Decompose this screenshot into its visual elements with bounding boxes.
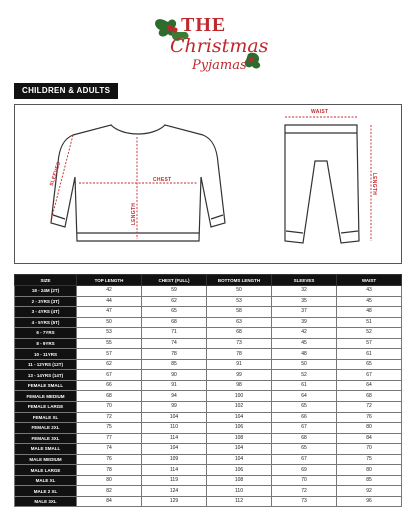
measurement-cell: 61 (272, 380, 337, 391)
garment-illustration (15, 105, 403, 265)
measurement-cell: 67 (77, 370, 142, 381)
measurement-cell: 78 (77, 465, 142, 476)
measurement-cell: 72 (337, 402, 402, 413)
header-sleeves: SLEEVES (272, 275, 337, 286)
table-row (15, 423, 402, 434)
measurement-cell: 110 (142, 423, 207, 434)
measurement-cell: 85 (337, 475, 402, 486)
pants-outline (285, 125, 359, 243)
table-row (15, 475, 402, 486)
size-cell: FEMALE SMALL (15, 380, 77, 391)
measurement-cell: 39 (272, 317, 337, 328)
measurement-cell: 129 (142, 496, 207, 507)
measurement-cell: 76 (337, 412, 402, 423)
table-row (15, 286, 402, 297)
measurement-cell: 92 (337, 486, 402, 497)
measurement-cell: 70 (337, 444, 402, 455)
table-row (15, 338, 402, 349)
measurement-cell: 65 (272, 444, 337, 455)
measurement-cell: 42 (272, 328, 337, 339)
measurement-cell: 76 (77, 454, 142, 465)
size-cell: MALE LARGE (15, 465, 77, 476)
measurement-cell: 44 (77, 296, 142, 307)
measurement-cell: 43 (337, 286, 402, 297)
table-row (15, 402, 402, 413)
label-length-top: LENGTH (131, 202, 138, 226)
table-row (15, 433, 402, 444)
table-row (15, 380, 402, 391)
measurement-cell: 78 (207, 349, 272, 360)
measurement-cell: 50 (272, 359, 337, 370)
measurement-cell: 53 (207, 296, 272, 307)
measurement-cell: 106 (207, 465, 272, 476)
size-cell: FEMALE MEDIUM (15, 391, 77, 402)
measurement-cell: 47 (77, 307, 142, 318)
table-row (15, 454, 402, 465)
measurement-cell: 67 (337, 370, 402, 381)
measurement-cell: 48 (337, 307, 402, 318)
measurement-cell: 52 (337, 328, 402, 339)
measurement-cell: 84 (77, 496, 142, 507)
measurement-cell: 73 (272, 496, 337, 507)
measurement-cell: 75 (77, 423, 142, 434)
size-cell: MALE SMALL (15, 444, 77, 455)
table-row (15, 391, 402, 402)
measurement-cell: 78 (142, 349, 207, 360)
measurement-cell: 99 (142, 402, 207, 413)
measurement-cell: 57 (337, 338, 402, 349)
table-row (15, 496, 402, 507)
measurement-cell: 57 (77, 349, 142, 360)
measurement-cell: 104 (142, 412, 207, 423)
table-row (15, 349, 402, 360)
measurement-cell: 45 (272, 338, 337, 349)
brand-title-the: THE (181, 14, 227, 36)
measurement-cell: 72 (272, 486, 337, 497)
size-cell: FEMALE LARGE (15, 402, 77, 413)
size-cell: 4 - 5YRS (5T) (15, 317, 77, 328)
measurement-cell: 42 (77, 286, 142, 297)
label-waist: WAIST (311, 109, 329, 115)
measurement-cell: 90 (142, 370, 207, 381)
measurement-cell: 77 (77, 433, 142, 444)
size-cell: 8 - 9YRS (15, 338, 77, 349)
size-chart-body (15, 286, 402, 507)
garment-diagram (14, 104, 402, 264)
size-cell: 3 - 4YRS (4T) (15, 307, 77, 318)
size-cell: MALE 3XL (15, 496, 77, 507)
measurement-cell: 65 (142, 307, 207, 318)
table-row (15, 486, 402, 497)
measurement-cell: 80 (337, 423, 402, 434)
label-sleeves: SLEEVES (48, 161, 63, 187)
measurement-cell: 51 (337, 317, 402, 328)
measurement-cell: 55 (77, 338, 142, 349)
measurement-cell: 80 (77, 475, 142, 486)
measurement-cell: 70 (272, 475, 337, 486)
table-row (15, 465, 402, 476)
brand-title-pyjamas: Pyjamas (192, 58, 247, 73)
measurement-cell: 73 (207, 338, 272, 349)
measurement-cell: 68 (142, 317, 207, 328)
size-cell: FEMALE 2XL (15, 423, 77, 434)
measurement-cell: 45 (337, 296, 402, 307)
header-waist: WAIST (337, 275, 402, 286)
measurement-cell: 48 (272, 349, 337, 360)
measurement-cell: 96 (337, 496, 402, 507)
size-cell: FEMALE 3XL (15, 433, 77, 444)
measurement-cell: 104 (207, 444, 272, 455)
measurement-cell: 59 (142, 286, 207, 297)
measurement-cell: 119 (142, 475, 207, 486)
measurement-cell: 64 (272, 391, 337, 402)
measurement-cell: 100 (207, 391, 272, 402)
measurement-cell: 72 (77, 412, 142, 423)
measurement-cell: 74 (142, 338, 207, 349)
measurement-cell: 67 (272, 423, 337, 434)
measurement-cell: 104 (142, 444, 207, 455)
measurement-cell: 50 (207, 286, 272, 297)
table-row (15, 370, 402, 381)
measurement-cell: 124 (142, 486, 207, 497)
size-cell: 18 - 24M (2T) (15, 286, 77, 297)
header-size: SIZE (15, 275, 77, 286)
measurement-cell: 66 (77, 380, 142, 391)
measurement-cell: 68 (207, 328, 272, 339)
measurement-cell: 58 (207, 307, 272, 318)
label-chest: CHEST (153, 177, 172, 183)
measurement-cell: 114 (142, 433, 207, 444)
measurement-cell: 94 (142, 391, 207, 402)
size-cell: FEMALE XL (15, 412, 77, 423)
measurement-cell: 66 (272, 412, 337, 423)
measurement-cell: 50 (77, 317, 142, 328)
measurement-cell: 80 (337, 465, 402, 476)
header-chest: CHEST (FULL) (142, 275, 207, 286)
size-chart-table (14, 274, 402, 507)
size-cell: MALE 2 XL (15, 486, 77, 497)
measurement-cell: 68 (337, 391, 402, 402)
measurement-cell: 65 (272, 402, 337, 413)
measurement-cell: 82 (77, 486, 142, 497)
measurement-cell: 112 (207, 496, 272, 507)
measurement-cell: 70 (77, 402, 142, 413)
section-label: CHILDREN & ADULTS (14, 83, 118, 99)
header-bottoms-length: BOTTOMS LENGTH (207, 275, 272, 286)
table-header-row (15, 275, 402, 286)
measurement-cell: 108 (207, 475, 272, 486)
measurement-cell: 84 (337, 433, 402, 444)
table-row (15, 359, 402, 370)
sweatshirt-outline (48, 125, 225, 241)
table-row (15, 307, 402, 318)
measurement-cell: 99 (207, 370, 272, 381)
measurement-cell: 35 (272, 296, 337, 307)
measurement-cell: 62 (77, 359, 142, 370)
measurement-cell: 85 (142, 359, 207, 370)
size-cell: MALE XL (15, 475, 77, 486)
size-cell: 2 - 3YRS (3T) (15, 296, 77, 307)
measurement-cell: 53 (77, 328, 142, 339)
measurement-cell: 62 (142, 296, 207, 307)
measurement-cell: 108 (207, 433, 272, 444)
measurement-cell: 69 (272, 465, 337, 476)
measurement-cell: 68 (272, 433, 337, 444)
measurement-cell: 67 (272, 454, 337, 465)
measurement-cell: 114 (142, 465, 207, 476)
table-row (15, 412, 402, 423)
measurement-cell: 109 (142, 454, 207, 465)
header-top-length: TOP LENGTH (77, 275, 142, 286)
size-cell: 10 - 11YRS (15, 349, 77, 360)
table-row (15, 328, 402, 339)
measurement-cell: 37 (272, 307, 337, 318)
size-cell: 13 - 14YRS (14T) (15, 370, 77, 381)
measurement-cell: 52 (272, 370, 337, 381)
table-row (15, 296, 402, 307)
measurement-cell: 74 (77, 444, 142, 455)
measurement-cell: 98 (207, 380, 272, 391)
table-row (15, 444, 402, 455)
size-cell: MALE MEDIUM (15, 454, 77, 465)
measurement-cell: 64 (337, 380, 402, 391)
measurement-cell: 104 (207, 412, 272, 423)
measurement-cell: 110 (207, 486, 272, 497)
measurement-cell: 91 (142, 380, 207, 391)
measurement-cell: 71 (142, 328, 207, 339)
table-row (15, 317, 402, 328)
brand-title-christmas: Christmas (170, 35, 269, 57)
size-cell: 6 - 7YRS (15, 328, 77, 339)
measurement-cell: 91 (207, 359, 272, 370)
measurement-cell: 102 (207, 402, 272, 413)
measurement-cell: 61 (337, 349, 402, 360)
measurement-cell: 106 (207, 423, 272, 434)
measurement-cell: 75 (337, 454, 402, 465)
brand-logo (150, 8, 270, 84)
measurement-cell: 63 (207, 317, 272, 328)
measurement-cell: 65 (337, 359, 402, 370)
label-length-bottom: LENGTH (371, 172, 378, 196)
measurement-cell: 32 (272, 286, 337, 297)
size-cell: 11 - 12YRS (12T) (15, 359, 77, 370)
measurement-cell: 68 (77, 391, 142, 402)
measurement-cell: 104 (207, 454, 272, 465)
